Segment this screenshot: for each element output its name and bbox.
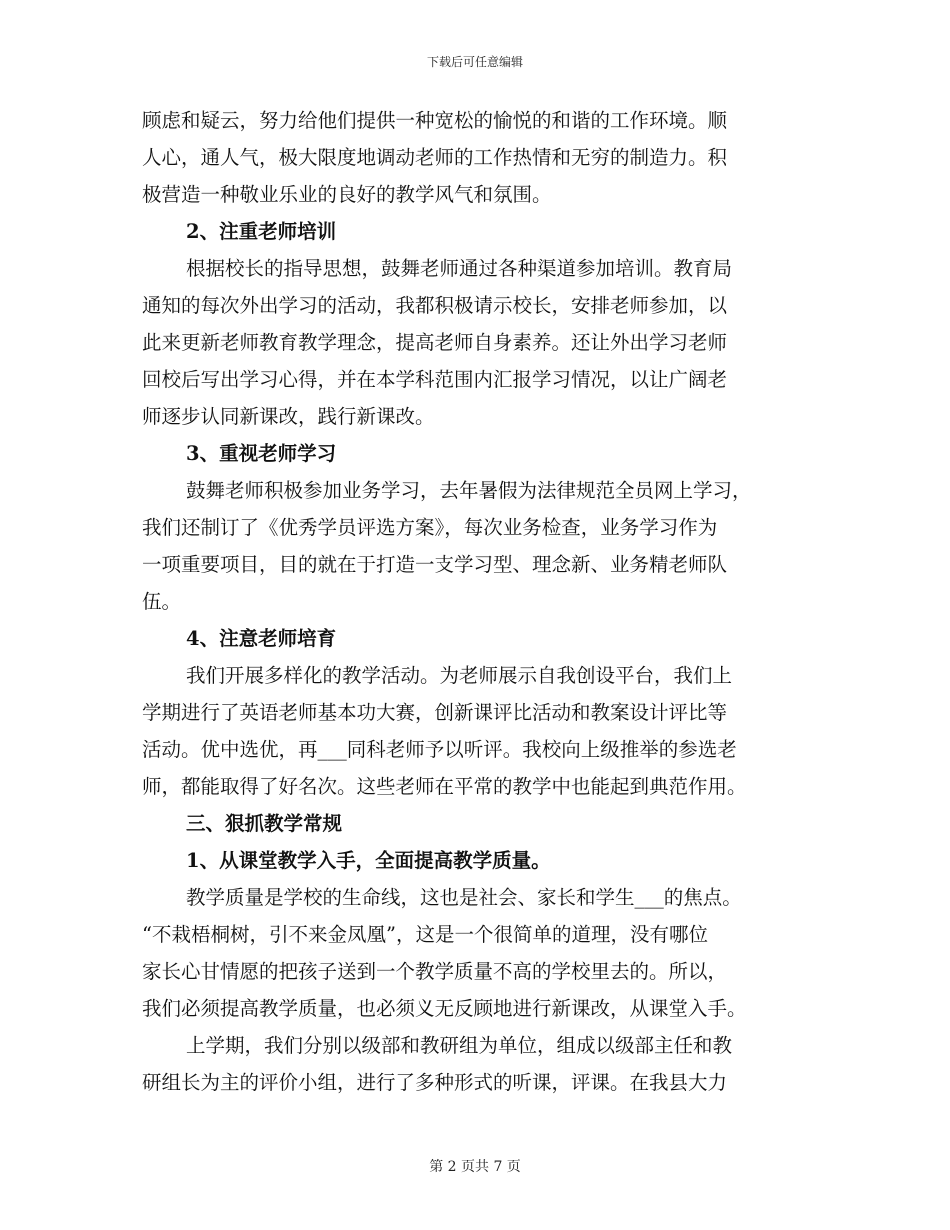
paragraph-line: 极营造一种敬业乐业的良好的教学风气和氛围。	[142, 183, 552, 206]
paragraph-line: 通知的每次外出学习的活动，我都积极请示校长，安排老师参加，以	[142, 294, 728, 317]
section-heading: 3、重视老师学习	[186, 442, 337, 465]
paragraph-line: 回校后写出学习心得，并在本学科范围内汇报学习情况，以让广阔老	[142, 368, 728, 391]
paragraph-line: 伍。	[142, 590, 182, 613]
paragraph-line: 我们开展多样化的教学活动。为老师展示自我创设平台，我们上	[186, 664, 733, 687]
paragraph-line: 根据校长的指导思想，鼓舞老师通过各种渠道参加培训。教育局	[186, 257, 733, 280]
paragraph-line: 人心，通人气，极大限度地调动老师的工作热情和无穷的制造力。积	[142, 146, 728, 169]
section-heading: 4、注意老师培育	[186, 627, 337, 650]
paragraph-line: 活动。优中选优，再___同科老师予以听评。我校向上级推举的参选老	[142, 738, 737, 761]
paragraph-line: 家长心甘情愿的把孩子送到一个教学质量不高的学校里去的。所以，	[142, 960, 728, 983]
paragraph-line: 师逐步认同新课改，践行新课改。	[142, 405, 435, 428]
page-footer: 第 2 页共 7 页	[429, 1159, 521, 1175]
section-heading: 三、狠抓教学常规	[186, 812, 343, 835]
paragraph-line: 我们必须提高教学质量，也必须义无反顾地进行新课改，从课堂入手。	[142, 997, 747, 1020]
paragraph-line: 一项重要项目，目的就在于打造一支学习型、理念新、业务精老师队	[142, 553, 728, 576]
section-heading: 1、从课堂教学入手，全面提高教学质量。	[186, 849, 551, 872]
paragraph-line: 教学质量是学校的生命线，这也是社会、家长和学生___的焦点。	[186, 886, 742, 909]
paragraph-line: 鼓舞老师积极参加业务学习，去年暑假为法律规范全员网上学习，	[186, 479, 752, 502]
paragraph-line: 学期进行了英语老师基本功大赛，创新课评比活动和教案设计评比等	[142, 701, 728, 724]
page-header: 下载后可任意编辑	[426, 55, 523, 69]
section-heading: 2、注重老师培训	[186, 220, 337, 243]
paragraph-line: 顾虑和疑云，努力给他们提供一种宽松的愉悦的和谐的工作环境。顺	[142, 109, 728, 132]
body-text	[142, 102, 808, 1101]
paragraph-line: 师，都能取得了好名次。这些老师在平常的教学中也能起到典范作用。	[142, 775, 747, 798]
paragraph-line: 我们还制订了《优秀学员评选方案》，每次业务检查，业务学习作为	[142, 516, 718, 539]
paragraph-line: “不栽梧桐树，引不来金凤凰”，这是一个很简单的道理，没有哪位	[142, 923, 708, 946]
paragraph-line: 上学期，我们分别以级部和教研组为单位，组成以级部主任和教	[186, 1034, 733, 1057]
paragraph-line: 此来更新老师教育教学理念，提高老师自身素养。还让外出学习老师	[142, 331, 728, 354]
paragraph-line: 研组长为主的评价小组，进行了多种形式的听课，评课。在我县大力	[142, 1071, 728, 1094]
